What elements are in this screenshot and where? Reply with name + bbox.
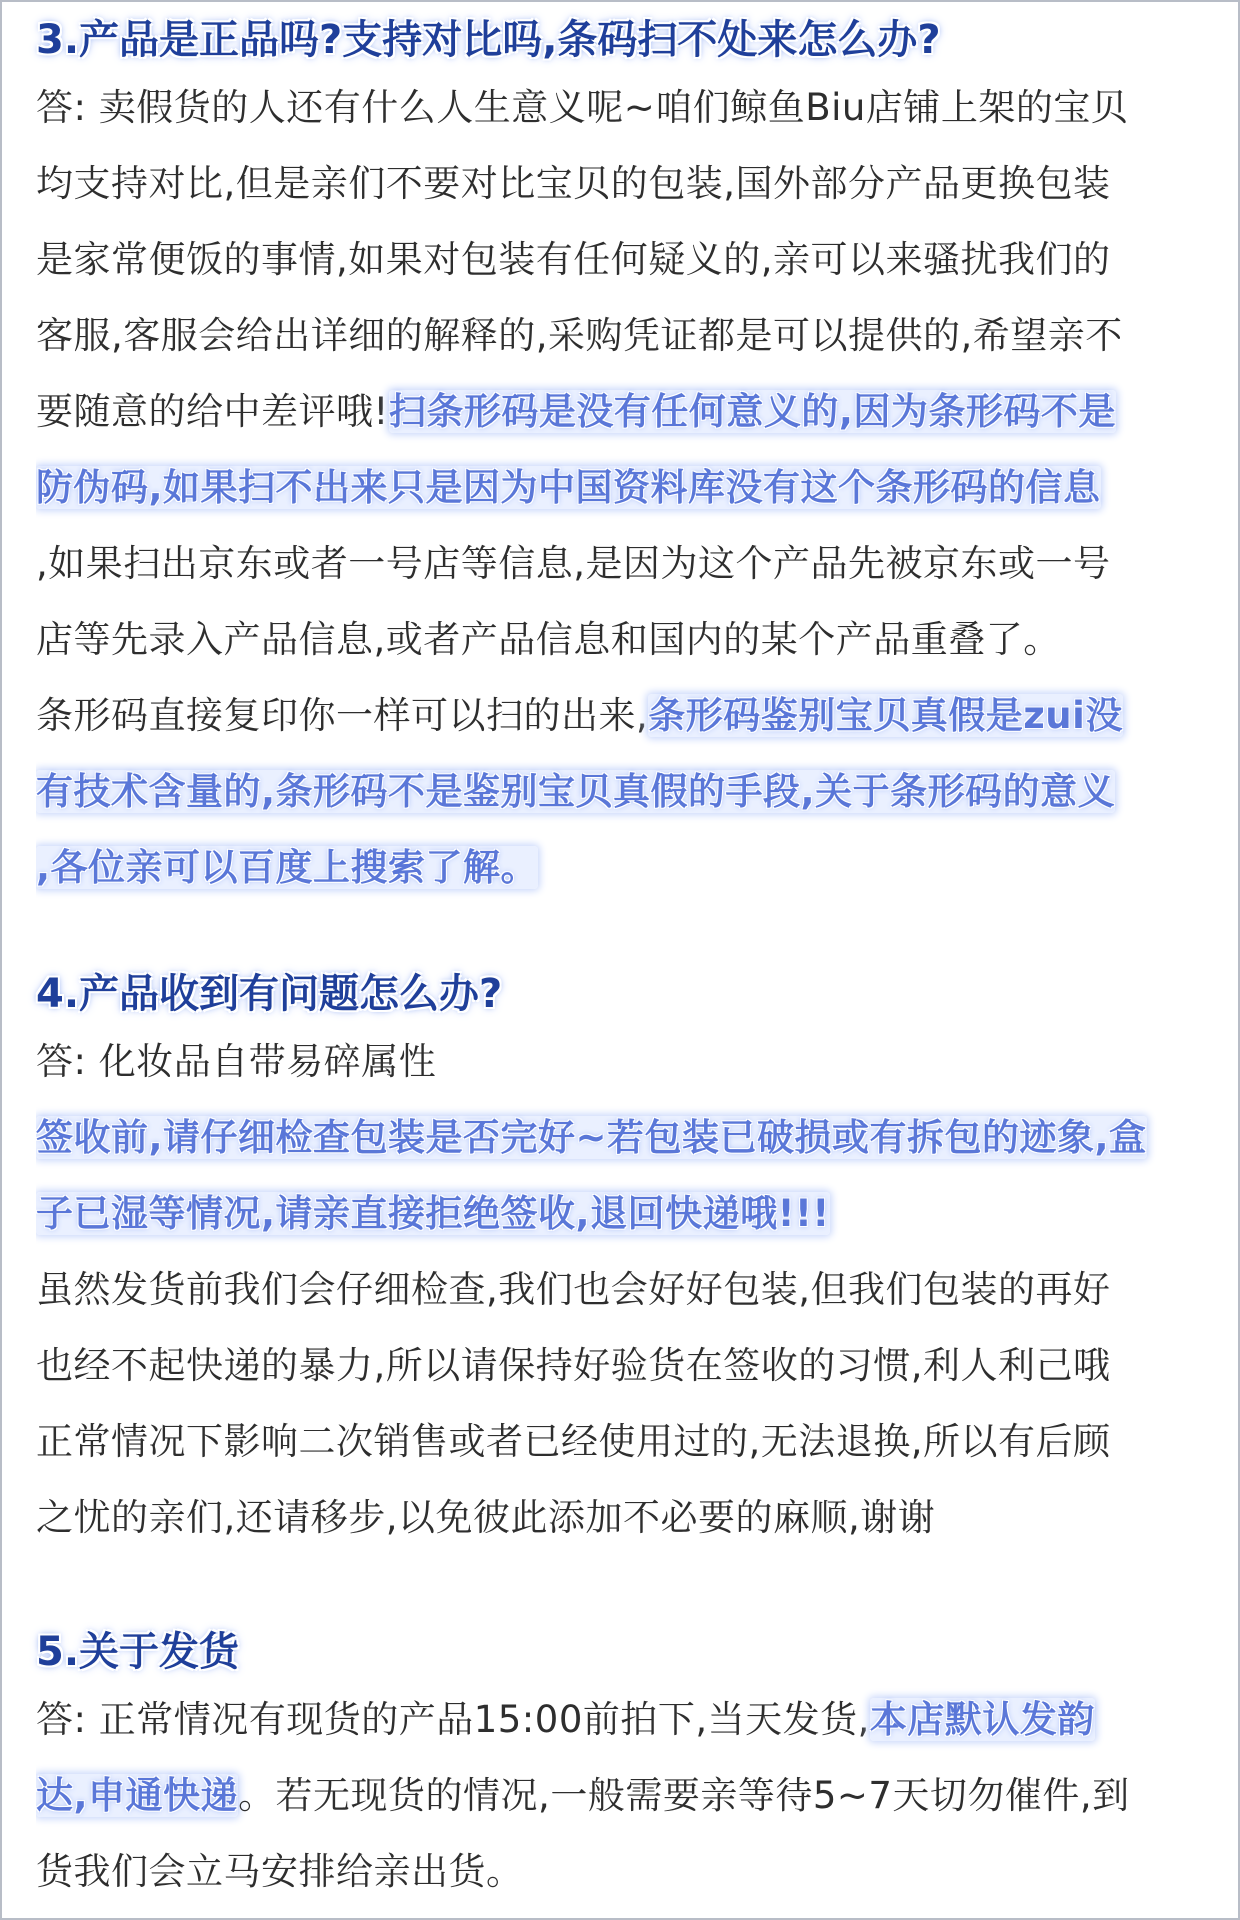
- answer-text: 店等先录入产品信息,或者产品信息和国内的某个产品重叠了。: [36, 618, 1061, 661]
- highlighted-text: 达,申通快递: [36, 1774, 239, 1817]
- faq-answer: [36, 1024, 1204, 1556]
- answer-line: [36, 1100, 1204, 1176]
- answer-text: 答: 正常情况有现货的产品15:00前拍下,当天发货,: [36, 1698, 870, 1741]
- highlighted-text: 子已湿等情况,请亲直接拒绝签收,退回快递哦!!!: [36, 1192, 830, 1235]
- answer-text: 条形码直接复印你一样可以扫的出来,: [36, 694, 649, 737]
- highlighted-text: 有技术含量的,条形码不是鉴别宝贝真假的手段,关于条形码的意义: [36, 770, 1116, 813]
- answer-text: 之忧的亲们,还请移步,以免彼此添加不必要的麻顺,谢谢: [36, 1496, 936, 1539]
- answer-text: 正常情况下影响二次销售或者已经使用过的,无法退换,所以有后顾: [36, 1420, 1111, 1463]
- answer-line: [36, 1480, 1204, 1556]
- faq-section-5: [36, 1622, 1204, 1910]
- faq-answer: [36, 1682, 1204, 1910]
- faq-question: 4.产品收到有问题怎么办?: [36, 971, 503, 1017]
- answer-text: ,如果扫出京东或者一号店等信息,是因为这个产品先被京东或一号: [36, 542, 1111, 585]
- answer-line: [36, 1834, 1204, 1910]
- answer-text: 客服,客服会给出详细的解释的,采购凭证都是可以提供的,希望亲不: [36, 314, 1123, 357]
- highlighted-text: 本店默认发韵: [869, 1698, 1095, 1741]
- faq-section-3: [36, 10, 1204, 906]
- answer-text: 答: 卖假货的人还有什么人生意义呢~咱们鲸鱼Biu店铺上架的宝贝: [36, 86, 1129, 129]
- answer-line: [36, 1328, 1204, 1404]
- answer-line: [36, 450, 1204, 526]
- answer-line: [36, 830, 1204, 906]
- answer-line: [36, 146, 1204, 222]
- answer-line: [36, 1176, 1204, 1252]
- answer-line: [36, 678, 1204, 754]
- answer-line: [36, 1758, 1204, 1834]
- answer-text: 是家常便饭的事情,如果对包装有任何疑义的,亲可以来骚扰我们的: [36, 238, 1111, 281]
- answer-line: [36, 1252, 1204, 1328]
- answer-text: 货我们会立马安排给亲出货。: [36, 1850, 524, 1893]
- highlighted-text: ,各位亲可以百度上搜索了解。: [36, 846, 539, 889]
- answer-line: [36, 754, 1204, 830]
- answer-line: [36, 374, 1204, 450]
- faq-question: 3.产品是正品吗?支持对比吗,条码扫不处来怎么办?: [36, 17, 941, 63]
- answer-text: 。若无现货的情况,一般需要亲等待5~7天切勿催件,到: [238, 1774, 1130, 1817]
- answer-text: 均支持对比,但是亲们不要对比宝贝的包装,国外部分产品更换包装: [36, 162, 1111, 205]
- answer-text: 虽然发货前我们会仔细检查,我们也会好好包装,但我们包装的再好: [36, 1268, 1111, 1311]
- faq-section-4: [36, 964, 1204, 1556]
- answer-line: [36, 70, 1204, 146]
- answer-line: [36, 1404, 1204, 1480]
- answer-line: [36, 1024, 1204, 1100]
- answer-text: 要随意的给中差评哦!: [36, 390, 389, 433]
- answer-line: [36, 1682, 1204, 1758]
- faq-answer: [36, 70, 1204, 906]
- highlighted-text: 扫条形码是没有任何意义的,因为条形码不是: [388, 390, 1116, 433]
- highlighted-text: 防伪码,如果扫不出来只是因为中国资料库没有这个条形码的信息: [36, 466, 1101, 509]
- answer-line: [36, 222, 1204, 298]
- answer-line: [36, 526, 1204, 602]
- answer-text: 答: 化妆品自带易碎属性: [36, 1040, 437, 1083]
- answer-line: [36, 602, 1204, 678]
- answer-text: 也经不起快递的暴力,所以请保持好验货在签收的习惯,利人利己哦: [36, 1344, 1111, 1387]
- answer-line: [36, 298, 1204, 374]
- highlighted-text: 条形码鉴别宝贝真假是zui没: [648, 694, 1123, 737]
- highlighted-text: 签收前,请仔细检查包装是否完好~若包装已破损或有拆包的迹象,盒: [36, 1116, 1147, 1159]
- faq-question: 5.关于发货: [36, 1629, 240, 1675]
